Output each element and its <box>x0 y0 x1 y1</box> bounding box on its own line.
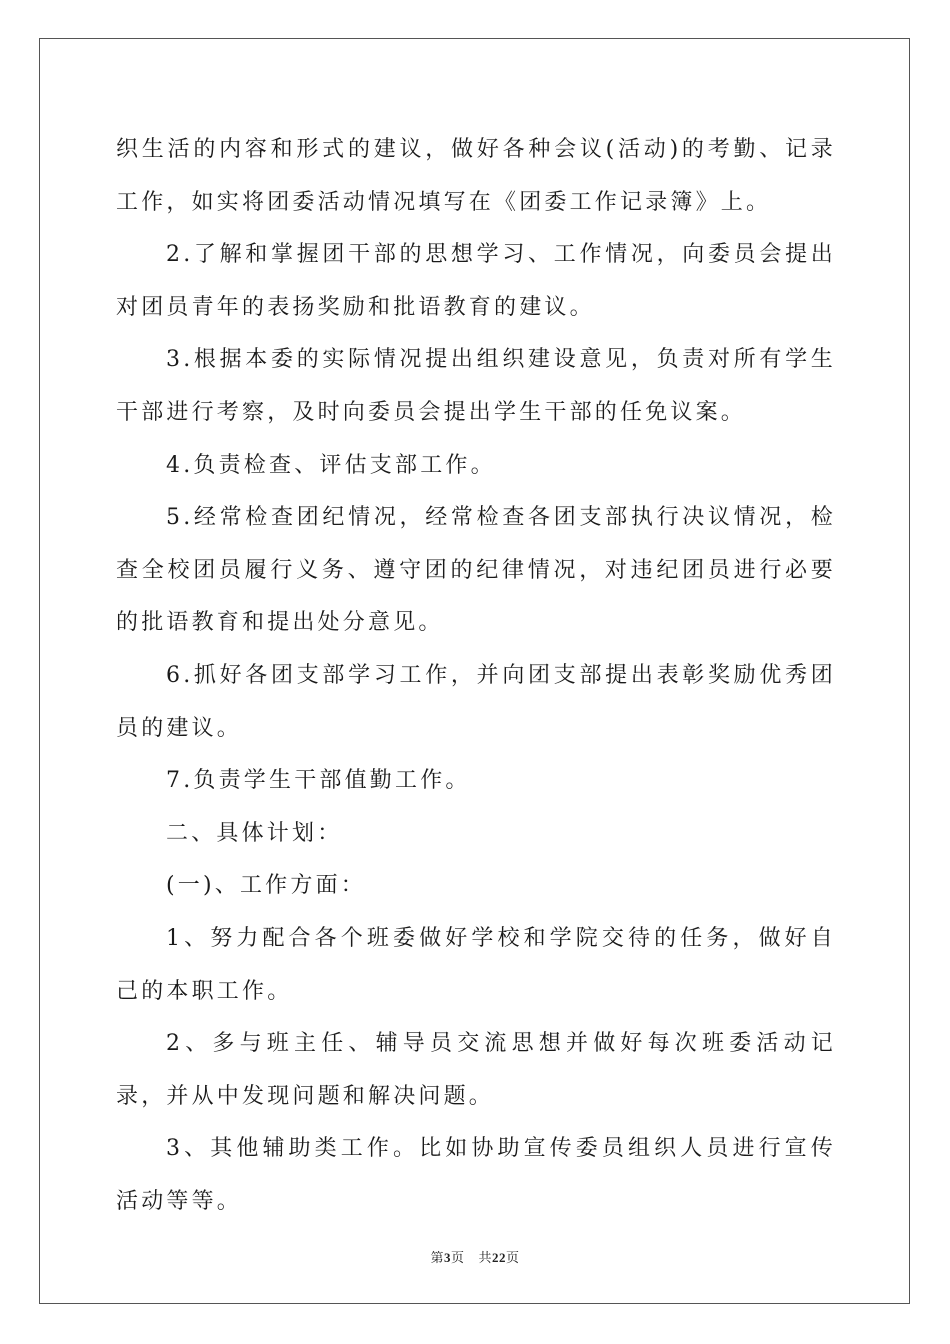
paragraph-item-5: 5.经常检查团纪情况，经常检查各团支部执行决议情况，检查全校团员履行义务、遵守团的纪律情况，对违纪团员进行必要的批语教育和提出处分意见。 <box>116 505 836 636</box>
total-prefix: 共 <box>478 1251 492 1266</box>
plan-item-1: 1、努力配合各个班委做好学校和学院交待的任务，做好自己的本职工作。 <box>116 925 836 1004</box>
page-footer <box>0 1247 950 1266</box>
plan-item-2: 2、多与班主任、辅导员交流思想并做好每次班委活动记录，并从中发现问题和解决问题。 <box>116 1031 836 1109</box>
total-suffix: 页 <box>505 1251 520 1266</box>
total-pages: 22 <box>491 1250 506 1265</box>
document-body <box>116 124 836 1228</box>
section-heading-plan: 二、具体计划： <box>166 820 343 846</box>
page-suffix: 页 <box>451 1251 465 1266</box>
page-prefix: 第 <box>430 1251 445 1266</box>
paragraph-continuation: 织生活的内容和形式的建议，做好各种会议(活动)的考勤、记录工作，如实将团委活动情况填写在《团委工作记录簿》上。 <box>116 137 836 215</box>
page-number: 3 <box>444 1250 452 1265</box>
paragraph-item-3: 3.根据本委的实际情况提出组织建设意见，负责对所有学生干部进行考察，及时向委员会提出学生干部的任免议案。 <box>116 347 836 425</box>
paragraph-item-7: 7.负责学生干部值勤工作。 <box>166 768 471 794</box>
paragraph-item-2: 2.了解和掌握团干部的思想学习、工作情况，向委员会提出对团员青年的表扬奖励和批语教育的建议。 <box>116 242 836 320</box>
plan-item-3: 3、其他辅助类工作。比如协助宣传委员组织人员进行宣传活动等等。 <box>116 1136 836 1214</box>
paragraph-item-6: 6.抓好各团支部学习工作，并向团支部提出表彰奖励优秀团员的建议。 <box>116 662 836 741</box>
subsection-heading-work: (一)、工作方面： <box>166 873 366 899</box>
paragraph-item-4: 4.负责检查、评估支部工作。 <box>166 452 496 478</box>
